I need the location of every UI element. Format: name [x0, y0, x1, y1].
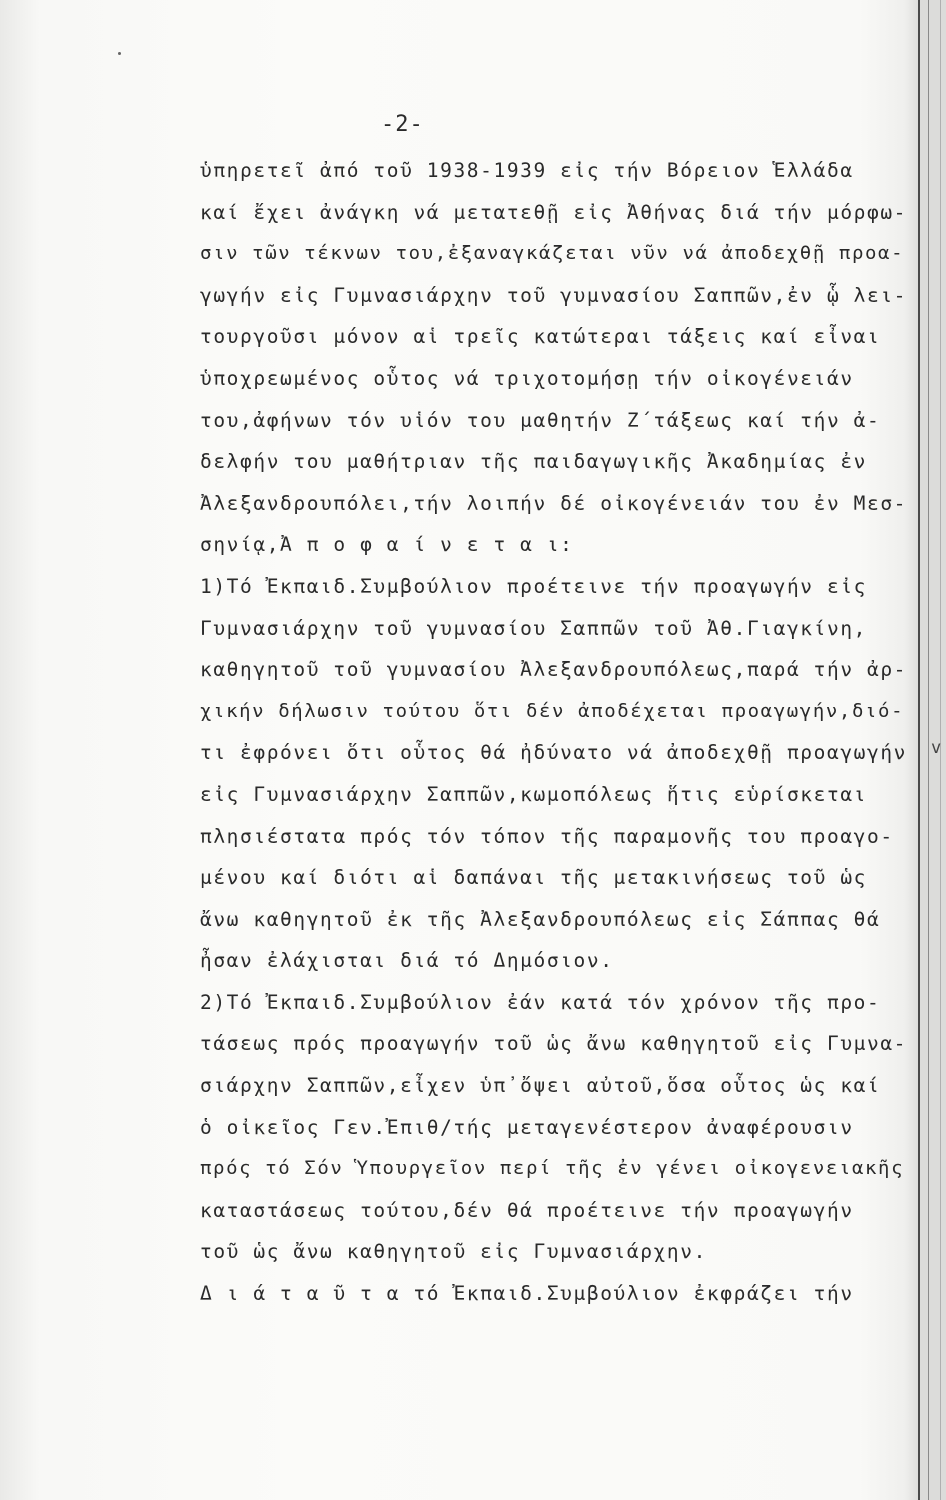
text-line: εἰς Γυμνασιάρχην Σαππῶν,κωμοπόλεως ἥτις εὑρίσκεται: [200, 782, 867, 806]
page-number: -2-: [381, 112, 424, 137]
text-line: καταστάσεως τούτου,δέν θά προέτεινε τήν προαγωγήν: [200, 1198, 854, 1222]
text-line: καί ἔχει ἀνάγκη νά μετατεθῇ εἰς Ἀθήνας διά τήν μόρφω-: [200, 200, 908, 224]
text-line: καθηγητοῦ τοῦ γυμνασίου Ἀλεξανδρουπόλεως,παρά τήν ἀρ-: [200, 658, 908, 682]
text-line: πρός τό Σόν Ὑπουργεῖον περί τῆς ἐν γένει οἰκογενειακῆς: [200, 1157, 905, 1180]
page-edge-line: [928, 0, 929, 1500]
text-line: Ἀλεξανδρουπόλει,τήν λοιπήν δέ οἰκογένειάν του ἐν Μεσ-: [200, 491, 908, 515]
margin-mark: v: [931, 738, 942, 758]
text-line: ὑπηρετεῖ ἀπό τοῦ 1938-1939 εἰς τήν Βόρειον Ἑλλάδα: [200, 159, 854, 182]
text-line: τοῦ ὡς ἄνω καθηγητοῦ εἰς Γυμνασιάρχην.: [200, 1240, 707, 1264]
text-line: Γυμνασιάρχην τοῦ γυμνασίου Σαππῶν τοῦ Ἀθ.Γιαγκίνη,: [200, 616, 867, 640]
text-line: χικήν δήλωσιν τούτου ὅτι δέν ἀποδέχεται προαγωγήν,διό-: [200, 699, 905, 722]
text-line: 1)Τό Ἐκπαιδ.Συμβούλιον προέτεινε τήν προαγωγήν εἰς: [200, 574, 867, 598]
text-line: ὑποχρεωμένος οὗτος νά τριχοτομήσῃ τήν οἰκογένειάν: [200, 366, 854, 390]
text-line: γωγήν εἰς Γυμνασιάρχην τοῦ γυμνασίου Σαππῶν,ἐν ᾧ λει-: [200, 283, 908, 307]
text-line: ἄνω καθηγητοῦ ἐκ τῆς Ἀλεξανδρουπόλεως εἰς Σάππας θά: [200, 907, 881, 931]
text-line: Δ ι ά τ α ῦ τ α τό Ἐκπαιδ.Συμβούλιον ἐκφράζει τήν: [200, 1282, 854, 1306]
text-line: ἦσαν ἐλάχισται διά τό Δημόσιον.: [200, 949, 614, 973]
text-line: πλησιέστατα πρός τόν τόπον τῆς παραμονῆς του προαγο-: [200, 824, 894, 848]
text-line: σηνίᾳ,Ἀ π ο φ α ί ν ε τ α ι:: [200, 533, 574, 557]
typewritten-body: [200, 150, 912, 1315]
page-edge-shadow: [918, 0, 920, 1500]
text-line: 2)Τό Ἐκπαιδ.Συμβούλιον ἐάν κατά τόν χρόνον τῆς προ-: [200, 990, 881, 1014]
text-line: του,ἀφήνων τόν υἱόν του μαθητήν Ζ΄τάξεως καί τήν ἀ-: [200, 408, 881, 432]
text-line: σιάρχην Σαππῶν,εἶχεν ὑπ᾽ὄψει αὐτοῦ,ὅσα οὗτος ὡς καί: [200, 1074, 881, 1098]
text-line: σιν τῶν τέκνων του,ἐξαναγκάζεται νῦν νά ἀποδεχθῇ προα-: [200, 242, 905, 265]
text-line: μένου καί διότι αἱ δαπάναι τῆς μετακινήσεως τοῦ ὡς: [200, 866, 867, 890]
text-line: τουργοῦσι μόνον αἱ τρεῖς κατώτεραι τάξεις καί εἶναι: [200, 325, 881, 349]
text-line: δελφήν του μαθήτριαν τῆς παιδαγωγικῆς Ἀκαδημίας ἐν: [200, 450, 867, 474]
text-line: ὁ οἰκεῖος Γεν.Ἐπιθ/τής μεταγενέστερον ἀναφέρουσιν: [200, 1115, 854, 1139]
text-line: τι ἐφρόνει ὅτι οὗτος θά ἠδύνατο νά ἀποδεχθῇ προαγωγήν: [200, 741, 908, 765]
text-line: τάσεως πρός προαγωγήν τοῦ ὡς ἄνω καθηγητοῦ εἰς Γυμνα-: [200, 1032, 908, 1056]
paper-speck: [118, 52, 121, 55]
